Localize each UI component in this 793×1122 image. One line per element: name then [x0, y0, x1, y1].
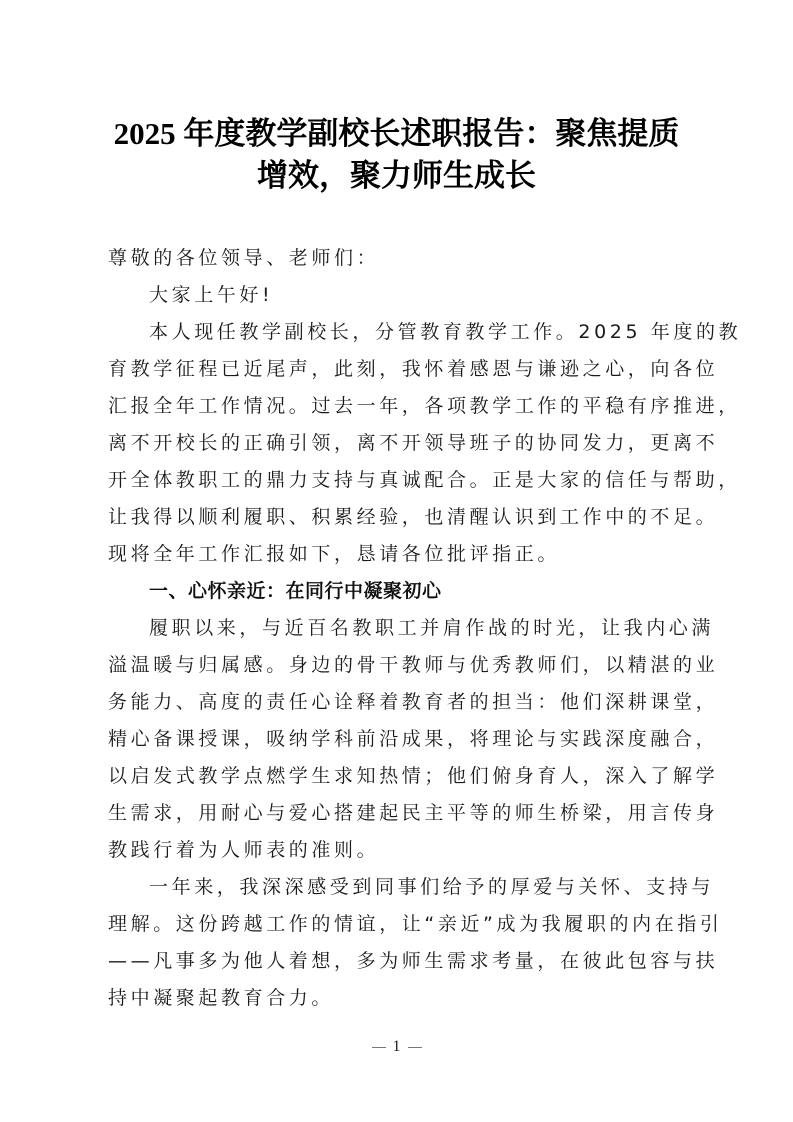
page-footer — [0, 1038, 793, 1056]
paragraph-line: 一年来，我深深感受到同事们给予的厚爱与关怀、支持与 — [149, 876, 715, 898]
document-body — [108, 240, 742, 1017]
dash-left-decoration — [372, 1047, 386, 1048]
title-line-2: 增效，聚力师生成长 — [257, 158, 536, 193]
section-heading: 一、心怀亲近：在同行中凝聚初心 — [149, 580, 442, 602]
section1-paragraph-1 — [108, 610, 719, 869]
paragraph-line: 本人现任教学副校长，分管教育教学工作。2025 年度的教 — [149, 321, 742, 343]
paragraph-line: 持中凝聚起教育合力。 — [108, 987, 335, 1009]
paragraph-line: 务能力、高度的责任心诠释着教育者的担当：他们深耕课堂， — [108, 691, 719, 713]
paragraph-line: ——凡事多为他人着想，多为师生需求考量，在彼此包容与扶 — [108, 950, 719, 972]
paragraph-line: 生需求，用耐心与爱心搭建起民主平等的师生桥梁，用言传身 — [108, 802, 719, 824]
paragraph-line: 理解。这份跨越工作的情谊，让“亲近”成为我履职的内在指引 — [108, 913, 723, 935]
page-number: 1 — [392, 1038, 401, 1055]
paragraph-line: 离不开校长的正确引领，离不开领导班子的协同发力，更离不 — [108, 432, 719, 454]
intro-paragraph — [108, 314, 742, 573]
section1-paragraph-2 — [108, 869, 723, 1017]
document-title — [100, 113, 693, 197]
paragraph-line: 汇报全年工作情况。过去一年，各项教学工作的平稳有序推进， — [108, 395, 741, 417]
title-line-1: 2025 年度教学副校长述职报告：聚焦提质 — [113, 116, 680, 151]
paragraph-line: 教践行着为人师表的准则。 — [108, 839, 380, 861]
paragraph-line: 溢温暖与归属感。身边的骨干教师与优秀教师们，以精湛的业 — [108, 654, 719, 676]
salutation: 尊敬的各位领导、老师们： — [108, 247, 380, 269]
paragraph-line: 以启发式教学点燃学生求知热情；他们俯身育人，深入了解学 — [108, 765, 719, 787]
paragraph-line: 开全体教职工的鼎力支持与真诚配合。正是大家的信任与帮助， — [108, 469, 741, 491]
greeting: 大家上午好! — [149, 284, 274, 306]
paragraph-line: 育教学征程已近尾声，此刻，我怀着感恩与谦逊之心，向各位 — [108, 358, 719, 380]
paragraph-line: 履职以来，与近百名教职工并肩作战的时光，让我内心满 — [149, 617, 715, 639]
paragraph-line: 让我得以顺利履职、积累经验，也清醒认识到工作中的不足。 — [108, 506, 719, 528]
paragraph-line: 现将全年工作汇报如下，恳请各位批评指正。 — [108, 543, 561, 565]
dash-right-decoration — [408, 1047, 422, 1048]
paragraph-line: 精心备课授课，吸纳学科前沿成果，将理论与实践深度融合， — [108, 728, 719, 750]
